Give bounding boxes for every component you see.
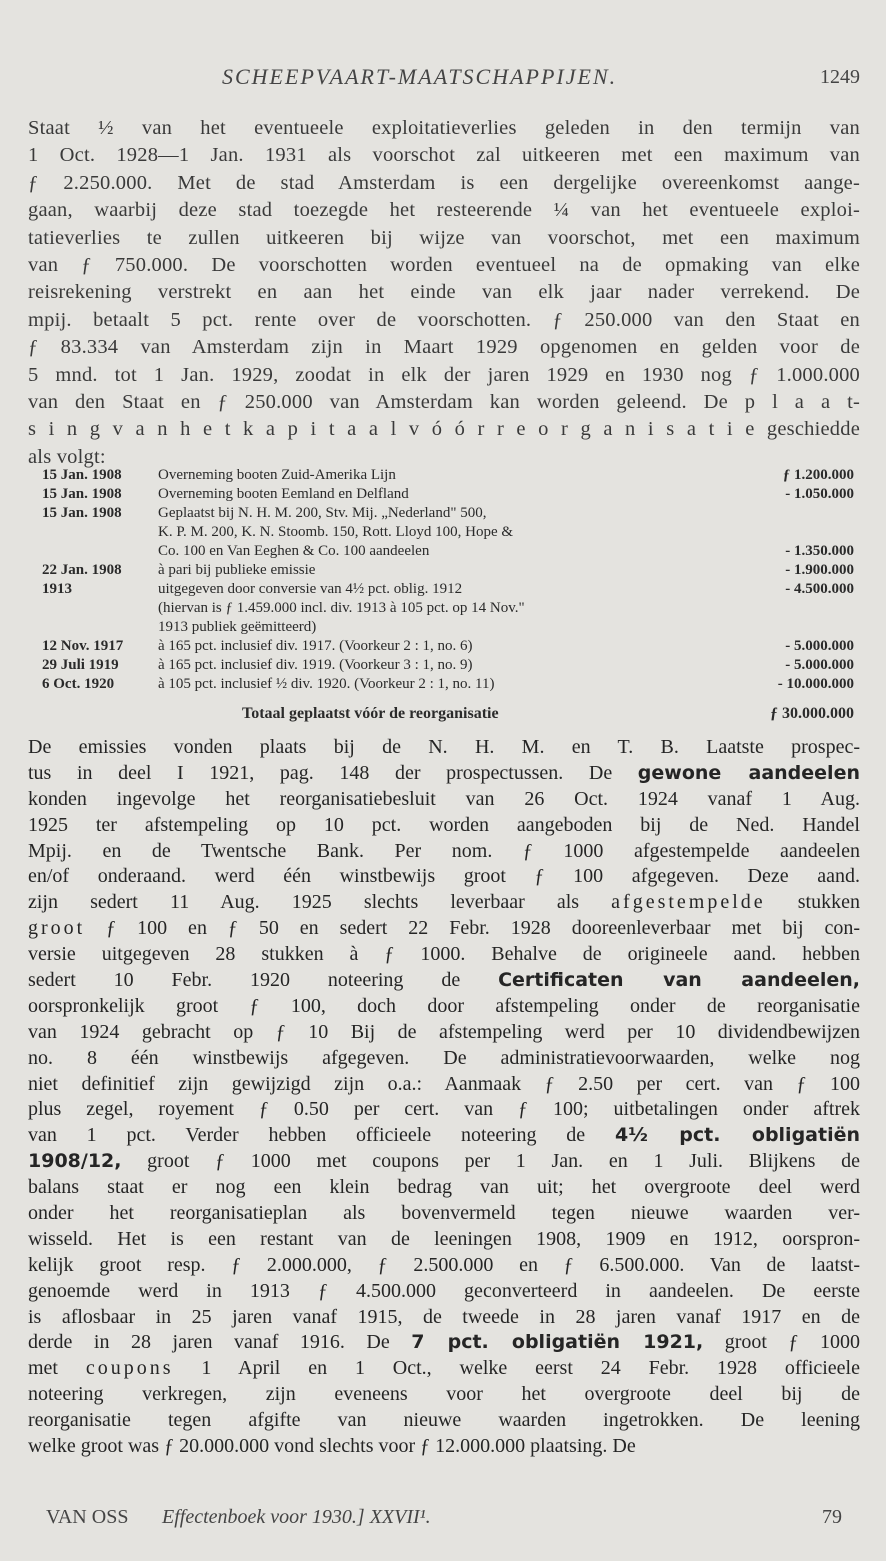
bold-heading: Certificaten van aandeelen,: [498, 969, 860, 992]
issue-date: 15 Jan. 1908: [42, 467, 122, 483]
text-line: [28, 1305, 860, 1331]
issue-amount: - 5.000.000: [785, 657, 854, 673]
table-row: [42, 656, 854, 675]
text-line: [28, 1330, 860, 1356]
table-row: [42, 599, 854, 618]
text-line: reisrekening verstrekt en aan het einde van elk jaar nader verrekend. De: [28, 281, 860, 304]
text-run: onder het reorganisatieplan als bovenvermeld tegen nieuwe waarden ver-: [28, 1202, 860, 1225]
spaced-emphasis: afgestempelde: [611, 891, 766, 914]
spaced-emphasis: groot: [28, 917, 86, 940]
text-line: ƒ 83.334 van Amsterdam zijn in Maart 1929 opgenomen en gelden voor de: [28, 336, 860, 359]
page-number: 1249: [820, 66, 860, 88]
text-line: Staat ½ van het eventueele exploitatieverlies geleden in den termijn van: [28, 117, 860, 139]
issue-amount: - 4.500.000: [785, 581, 854, 597]
table-row: [42, 637, 854, 656]
text-run: stukken: [765, 891, 860, 914]
issue-date: 1913: [42, 581, 72, 597]
issue-desc: à 165 pct. inclusief div. 1917. (Voorkeur 2 : 1, no. 6): [158, 638, 473, 654]
text-line: [28, 1434, 860, 1460]
issue-desc: (hiervan is ƒ 1.459.000 incl. div. 1913 à 105 pct. op 14 Nov.": [158, 600, 525, 616]
issue-date: 29 Juli 1919: [42, 657, 119, 673]
text-line: 1 Oct. 1928—1 Jan. 1931 als voorschot zal uitkeeren met een maximum van: [28, 144, 860, 167]
table-row: [42, 561, 854, 580]
paragraph-state-advances: [28, 115, 860, 471]
issue-date: 12 Nov. 1917: [42, 638, 124, 654]
table-row: [42, 504, 854, 523]
running-title: SCHEEPVAART-MAATSCHAPPIJEN.: [222, 64, 618, 89]
text-line: [28, 1253, 860, 1279]
text-line: ƒ 2.250.000. Met de stad Amsterdam is een dergelijke overeenkomst aange-: [28, 171, 860, 194]
text-line: [28, 761, 860, 787]
text-run: zijn sedert 11 Aug. 1925 slechts leverbaar als: [28, 891, 612, 914]
page-header: [0, 64, 886, 98]
publisher: VAN OSS: [46, 1506, 129, 1528]
text-line: [28, 890, 860, 916]
total-amount: ƒ 30.000.000: [770, 705, 854, 722]
text-line: [28, 1046, 860, 1072]
text-line: [28, 813, 860, 839]
text-line: 5 mnd. tot 1 Jan. 1929, zoodat in elk der jaren 1929 en 1930 nog ƒ 1.000.000: [28, 363, 860, 386]
total-label: Totaal geplaatst vóór de reorganisatie: [242, 705, 499, 722]
issue-date: 15 Jan. 1908: [42, 505, 122, 521]
text-run: niet definitief zijn gewijzigd zijn o.a.: Aanmaak ƒ 2.50 per cert. van ƒ 100: [28, 1072, 860, 1095]
table-row: [42, 618, 854, 637]
text-run: groot ƒ 1000: [703, 1331, 861, 1354]
issue-amount: ƒ 1.200.000: [782, 467, 854, 483]
text-line: [28, 1149, 860, 1175]
publication-title: Effectenboek voor 1930.] XXVII¹.: [162, 1506, 431, 1528]
text-line: [28, 1279, 860, 1305]
issue-desc: Overneming booten Zuid-Amerika Lijn: [158, 467, 396, 483]
text-run: Mpij. en de Twentsche Bank. Per nom. ƒ 1000 afgestempelde aandeelen: [28, 839, 860, 862]
text-line: [28, 1382, 860, 1408]
text-run: groot ƒ 1000 met coupons per 1 Jan. en 1 Juli. Blijkens de: [121, 1150, 860, 1173]
text-line: [28, 787, 860, 813]
table-row: [42, 523, 854, 542]
text-line: [28, 1175, 860, 1201]
issue-amount: - 5.000.000: [785, 638, 854, 654]
issue-amount: - 1.350.000: [785, 543, 854, 559]
issue-date: 22 Jan. 1908: [42, 562, 122, 578]
bold-heading: 4½ pct. obligatiën: [615, 1124, 861, 1147]
text-run: balans staat er nog een klein bedrag van uit; het overgroote deel werd: [28, 1176, 860, 1199]
text-run: no. 8 één winstbewijs afgegeven. De administratievoorwaarden, welke nog: [28, 1046, 860, 1069]
text-line: als volgt:: [28, 445, 106, 468]
text-run: reorganisatie tegen afgifte van nieuwe waarden ingetrokken. De leening: [28, 1409, 860, 1432]
text-line: gaan, waarbij deze stad toezegde het resteerende ¼ van het eventueele exploi-: [28, 199, 860, 222]
text-line: [28, 1097, 860, 1123]
text-run: oorspronkelijk groot ƒ 100, doch door afstempeling onder de reorganisatie: [28, 994, 860, 1017]
text-run: genoemde werd in 1913 ƒ 4.500.000 geconverteerd in aandeelen. De eerste: [28, 1279, 860, 1302]
issue-date: 15 Jan. 1908: [42, 486, 122, 502]
issue-date: 6 Oct. 1920: [42, 676, 115, 692]
bold-heading: gewone aandeelen: [637, 761, 860, 784]
text-line: [28, 1408, 860, 1434]
text-line: [28, 1356, 860, 1382]
issue-desc: 1913 publiek geëmitteerd): [158, 619, 317, 635]
issue-desc: K. P. M. 200, K. N. Stoomb. 150, Rott. Lloyd 100, Hope &: [158, 524, 514, 540]
spaced-emphasis: coupons: [85, 1357, 174, 1380]
text-line: [28, 1201, 860, 1227]
text-run: van 1924 gebracht op ƒ 10 Bij de afstempeling werd per 10 dividendbewijzen: [28, 1020, 860, 1043]
text-run: kelijk groot resp. ƒ 2.000.000, ƒ 2.500.000 en ƒ 6.500.000. Van de laatst-: [28, 1253, 860, 1276]
text-line: van ƒ 750.000. De voorschotten worden eventueel na de opmaking van elke: [28, 253, 860, 276]
table-row: [42, 675, 854, 694]
capital-issues-table: [42, 466, 854, 694]
text-line: [28, 1227, 860, 1253]
issue-amount: - 1.050.000: [785, 486, 854, 502]
text-run: 1 April en 1 Oct., welke eerst 24 Febr. 1928 officieele: [173, 1357, 860, 1380]
text-line: [28, 994, 860, 1020]
total-row: [42, 705, 854, 727]
issue-desc: uitgegeven door conversie van 4½ pct. oblig. 1912: [158, 581, 463, 597]
text-line: [28, 1072, 860, 1098]
issue-desc: Geplaatst bij N. H. M. 200, Stv. Mij. „Nederland" 500,: [158, 505, 487, 521]
text-run: tus in deel I 1921, pag. 148 der prospectussen. De: [28, 761, 638, 784]
bold-heading: 7 pct. obligatiën 1921,: [411, 1331, 704, 1354]
table-row: [42, 485, 854, 504]
text-run: welke groot was ƒ 20.000.000 vond slechts voor ƒ 12.000.000 plaatsing. De: [28, 1435, 636, 1458]
text-run: derde in 28 jaren vanaf 1916. De: [28, 1331, 412, 1354]
text-run: sedert 10 Febr. 1920 noteering de: [28, 969, 499, 992]
issue-desc: à 105 pct. inclusief ½ div. 1920. (Voorkeur 2 : 1, no. 11): [158, 676, 495, 692]
text-line: [28, 839, 860, 865]
text-line: [28, 864, 860, 890]
text-run: ƒ 100 en ƒ 50 en sedert 22 Febr. 1928 dooreenleverbaar met bij con-: [85, 917, 860, 940]
text-line: [28, 968, 860, 994]
text-line: s i n g v a n h e t k a p i t a a l v ó ó r r e o r g a n i s a t i e geschiedde: [28, 418, 860, 441]
text-run: 1925 ter afstempeling op 10 pct. worden aangeboden bij de Ned. Handel: [28, 813, 860, 836]
text-run: van 1 pct. Verder hebben officieele noteering de: [28, 1124, 615, 1147]
text-line: [28, 942, 860, 968]
text-line: van den Staat en ƒ 250.000 van Amsterdam kan worden geleend. De p l a a t-: [28, 390, 860, 413]
folio-number: 79: [822, 1506, 842, 1528]
table-row: [42, 542, 854, 561]
text-line: [28, 916, 860, 942]
text-run: De emissies vonden plaats bij de N. H. M. en T. B. Laatste prospec-: [28, 736, 860, 758]
text-run: versie uitgegeven 28 stukken à ƒ 1000. Behalve de origineele aand. hebben: [28, 943, 860, 966]
text-line: tatieverlies te zullen uitkeeren bij wijze van voorschot, met een maximum: [28, 226, 860, 249]
issue-amount: - 10.000.000: [777, 676, 854, 692]
issue-desc: Co. 100 en Van Eeghen & Co. 100 aandeelen: [158, 543, 430, 559]
text-run: wisseld. Het is een restant van de leeningen 1908, 1909 en 1912, oorspron-: [28, 1227, 860, 1250]
bold-heading: 1908/12,: [28, 1150, 122, 1173]
issue-amount: - 1.900.000: [785, 562, 854, 578]
text-run: is aflosbaar in 25 jaren vanaf 1915, de tweede in 28 jaren vanaf 1917 en de: [28, 1305, 860, 1328]
text-run: noteering verkregen, zijn eveneens voor het overgroote deel bij de: [28, 1383, 860, 1406]
table-row: [42, 466, 854, 485]
table-row: [42, 580, 854, 599]
text-line: [28, 735, 860, 761]
text-line: [28, 1123, 860, 1149]
text-line: [28, 1020, 860, 1046]
text-run: met: [28, 1357, 86, 1380]
text-run: konden ingevolge het reorganisatiebesluit van 26 Oct. 1924 vanaf 1 Aug.: [28, 787, 860, 810]
paragraph-shares-bonds: [28, 735, 860, 1460]
text-line: mpij. betaalt 5 pct. rente over de voorschotten. ƒ 250.000 van den Staat en: [28, 308, 860, 331]
issue-desc: à pari bij publieke emissie: [158, 562, 316, 578]
issue-desc: à 165 pct. inclusief div. 1919. (Voorkeur 3 : 1, no. 9): [158, 657, 473, 673]
text-run: plus zegel, royement ƒ 0.50 per cert. van ƒ 100; uitbetalingen onder aftrek: [28, 1098, 860, 1121]
page-footer: [46, 1506, 856, 1536]
issue-desc: Overneming booten Eemland en Delfland: [158, 486, 409, 502]
text-run: en/of onderaand. werd één winstbewijs groot ƒ 100 afgegeven. Deze aand.: [28, 865, 860, 888]
